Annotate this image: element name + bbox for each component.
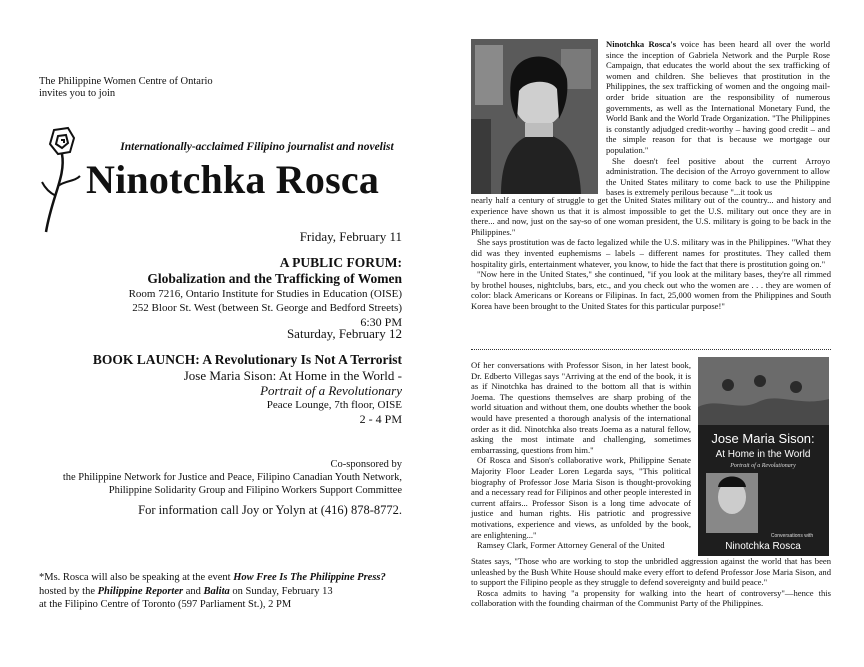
book-title: Jose Maria Sison: At Home in the World - bbox=[183, 368, 402, 383]
event-time: 2 - 4 PM bbox=[359, 412, 402, 426]
event-book-launch bbox=[72, 326, 402, 427]
event-title: Globalization and the Trafficking of Women bbox=[147, 271, 402, 286]
book-subtitle: Portrait of a Revolutionary bbox=[260, 383, 402, 398]
cover-author: Ninotchka Rosca bbox=[725, 541, 801, 552]
event-date: Friday, February 11 bbox=[299, 229, 402, 244]
event-address: 252 Bloor St. West (between St. George and Bedford Streets) bbox=[132, 302, 402, 314]
event-room: Room 7216, Ontario Institute for Studies in Education (OISE) bbox=[128, 288, 402, 300]
closing-paragraphs: States says, "Those who are working to stop the unbridled aggression against the world that has been unleashed by the Bush White House should make every effort to defend Professor Jose Maria Sison, and to support the Filipino people as they struggle to defend sovereignty and build peace." Rosca admits to having "a propensity for walking into the heart of controversy"—hence this collaboration with the founding chairman of the Communist Party of the Philippines. bbox=[471, 556, 831, 609]
speaker-name: Ninotchka Rosca bbox=[86, 157, 380, 202]
bio-paragraph: Ninotchka Rosca's voice has been heard all over the world since the inception of Gabriela Network and the Purple Rose Campaign, that educates the world about the sex trafficking of women and children. She believes that prostitution in the Philippines, the sex trafficking of women and the ongoing mail-order bride situation are the responsibility of numerous governments, as well as the International Monetary Fund, the World Bank and the World Trade Organization. "The Philippines is constantly adjudged credit-worthy – having good credit – and the simple reason for that is because we mortgage our population." She doesn't feel positive about the current Arroyo administration. The decision of the Arroyo government to allow the United States military to come back to use the Philippine bases is extremely perilous because "...it took us bbox=[606, 39, 830, 198]
contact-info: For information call Joy or Yolyn at (416) 878-8772. bbox=[138, 503, 402, 517]
tagline: Internationally-acclaimed Filipino journalist and novelist bbox=[120, 141, 394, 153]
event-forum bbox=[72, 229, 402, 330]
cover-title2: At Home in the World bbox=[715, 449, 811, 460]
cover-title: Jose Maria Sison: bbox=[711, 431, 815, 446]
cover-subtitle: Portrait of a Revolutionary bbox=[730, 463, 796, 469]
cover-conversations: Conversations with bbox=[770, 533, 814, 539]
right-page bbox=[432, 0, 864, 667]
event-venue: Peace Lounge, 7th floor, OISE bbox=[266, 399, 402, 411]
review-paragraphs: Of her conversations with Professor Sison, in her latest book, Dr. Edberto Villegas says "Arriving at the end of the book, it is as if Ninotchka has drained to the bottom all that is within Joema. The questions themselves are sharp probing of the world situation and without them, one doubts whether the book would have presented a thorough analysis of the international order as it did. Ninotchka also treats Joema as a natural fellow, asking the most intimate and challenging, sometimes embarrassing, questions from him." Of Rosca and Sison's collaborative work, Philippine Senate Majority Floor Leader Loren Legarda says, "This political biography of Professor Jose Maria Sison is thought-provoking and a necessary read for Filipinos and other people interested in current affairs... Professor Sison is a long time advocate of justice and human rights. His patriotic and progressive motivations, experience and views, as unfolded by the book, are enlightening..." Ramsey Clark, Former Attorney General of the United bbox=[471, 360, 691, 551]
event-time: 6:30 PM bbox=[360, 315, 402, 329]
event-heading: A PUBLIC FORUM: bbox=[279, 255, 402, 270]
footnote: *Ms. Rosca will also be speaking at the event How Free Is The Philippine Press? hosted by the Philippine Reporter and Balita on Sunday, February 13 at the Filipino Centre of Toronto (597 Parliament St.), 2 PM bbox=[39, 572, 386, 610]
event-date: Saturday, February 12 bbox=[286, 326, 402, 341]
quote-paragraphs: nearly half a century of struggle to get the United States military out of the country... and history and experience have shown us that it is almost impossible to get the U.S. military out once they are in there... and now, just on the say-so of one woman president, the U.S. military is going to be back in the Philippines." She says prostitution was de facto legalized while the U.S. military was in the Philippines. "What they did was they invented euphemisms – labels – different names for prostitutes. They called them hospitality girls, entertainment whatever, you know, to hide the fact that there is prostitution going on." "Now here in the United States," she continued, "if you look at the military bases, they're all rimmed by brothel houses, nightclubs, bars, etc., and you check out who the women are . . . they are women of color: black Americans or Koreans or Filipinas. In fact, 25,000 women from the Philippines and South Korea have been brought to the United States for this particular purpose!" bbox=[471, 195, 831, 311]
event-heading: BOOK LAUNCH: A Revolutionary Is Not A Terrorist bbox=[92, 352, 402, 367]
dotted-divider bbox=[471, 349, 831, 350]
book-cover bbox=[698, 357, 829, 556]
rose-logo-icon bbox=[40, 126, 88, 236]
portrait-photo bbox=[471, 39, 598, 194]
organizer: The Philippine Women Centre of Ontario invites you to join bbox=[39, 76, 213, 99]
cosponsors: Co-sponsored by the Philippine Network for Justice and Peace, Filipino Canadian Youth Network, Philippine Solidarity Group and Filipino Workers Support Committee bbox=[62, 459, 402, 496]
